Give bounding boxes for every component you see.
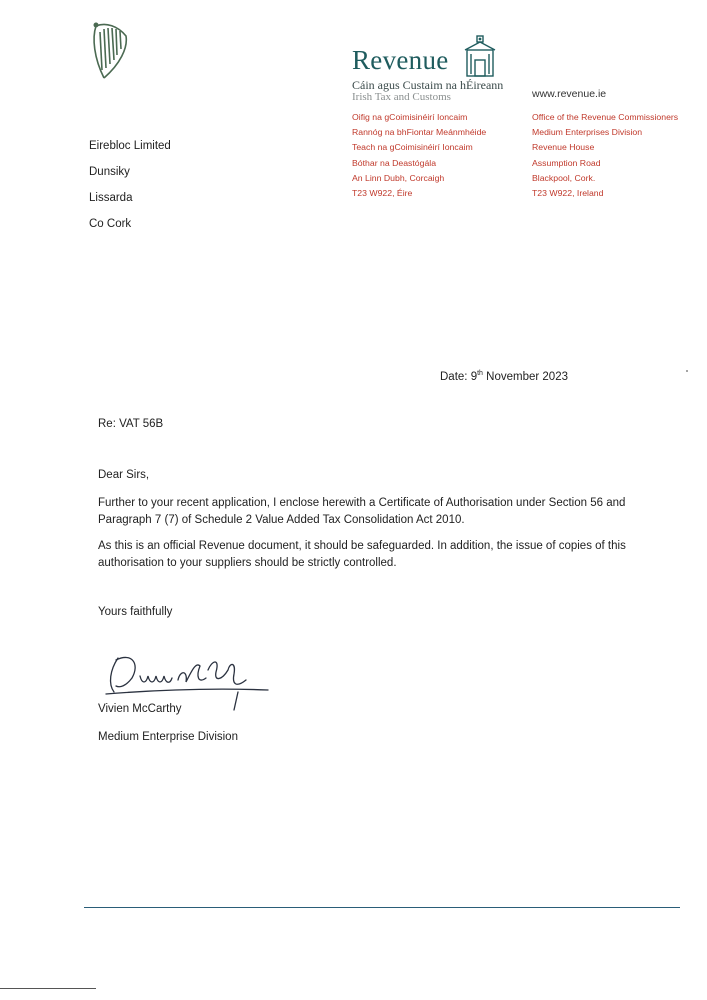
letter-date xyxy=(440,370,568,383)
salutation: Dear Sirs, xyxy=(98,469,150,481)
address-irish-line: T23 W922, Éire xyxy=(352,188,413,199)
recipient-line: Co Cork xyxy=(89,218,132,230)
revenue-building-icon xyxy=(462,34,498,78)
brand-tagline-english: Irish Tax and Customs xyxy=(352,91,451,103)
address-irish-line: Teach na gCoimisinéirí Ioncaim xyxy=(352,142,473,153)
signatory-title: Medium Enterprise Division xyxy=(98,731,238,743)
paragraph-2: As this is an official Revenue document, it should be safeguarded. In addition, the issue of copies of this authorisation to your suppliers should be strictly controlled. xyxy=(98,540,626,569)
address-english-line: Office of the Revenue Commissioners xyxy=(532,112,679,122)
date-label: Date: xyxy=(440,370,468,383)
address-english-line: Revenue House xyxy=(532,142,595,153)
address-irish-line: Bóthar na Deastógála xyxy=(352,157,437,168)
brand-tagline-irish: Cáin agus Custaim na hÉireann xyxy=(352,78,504,92)
brand-name: Revenue xyxy=(352,45,449,75)
recipient-line: Eirebloc Limited xyxy=(89,140,171,152)
subject-line: Re: VAT 56B xyxy=(98,418,164,430)
address-english-line: Medium Enterprises Division xyxy=(532,127,643,138)
date-suffix: th xyxy=(477,370,483,377)
recipient-address xyxy=(89,133,171,237)
recipient-line: Lissarda xyxy=(89,192,133,204)
address-english-line: Blackpool, Cork. xyxy=(532,172,596,183)
address-irish xyxy=(352,110,486,201)
footer-divider xyxy=(84,907,680,908)
paragraph-1: Further to your recent application, I enclose herewith a Certificate of Authorisation under Section 56 and Paragraph 7 (7) of Schedule 2 Value Added Tax Consolidation Act 2010. xyxy=(98,497,626,526)
address-english-line: T23 W922, Ireland xyxy=(532,188,604,199)
scan-mark xyxy=(686,370,688,372)
recipient-line: Dunsiky xyxy=(89,166,130,178)
date-month-year: November 2023 xyxy=(486,370,568,383)
address-english-line: Assumption Road xyxy=(532,157,601,168)
address-irish-line: Rannóg na bhFiontar Meánmhéide xyxy=(352,127,487,138)
date-day: 9 xyxy=(470,370,478,383)
closing: Yours faithfully xyxy=(98,606,173,618)
signatory-name: Vivien McCarthy xyxy=(98,703,182,715)
website-link[interactable]: www.revenue.ie xyxy=(532,88,607,100)
address-english xyxy=(532,110,678,201)
address-irish-line: Oifig na gCoimisinéirí Ioncaim xyxy=(352,112,468,122)
address-irish-line: An Linn Dubh, Corcaigh xyxy=(352,172,445,183)
harp-icon xyxy=(86,18,134,84)
bottom-edge-line xyxy=(0,988,96,989)
